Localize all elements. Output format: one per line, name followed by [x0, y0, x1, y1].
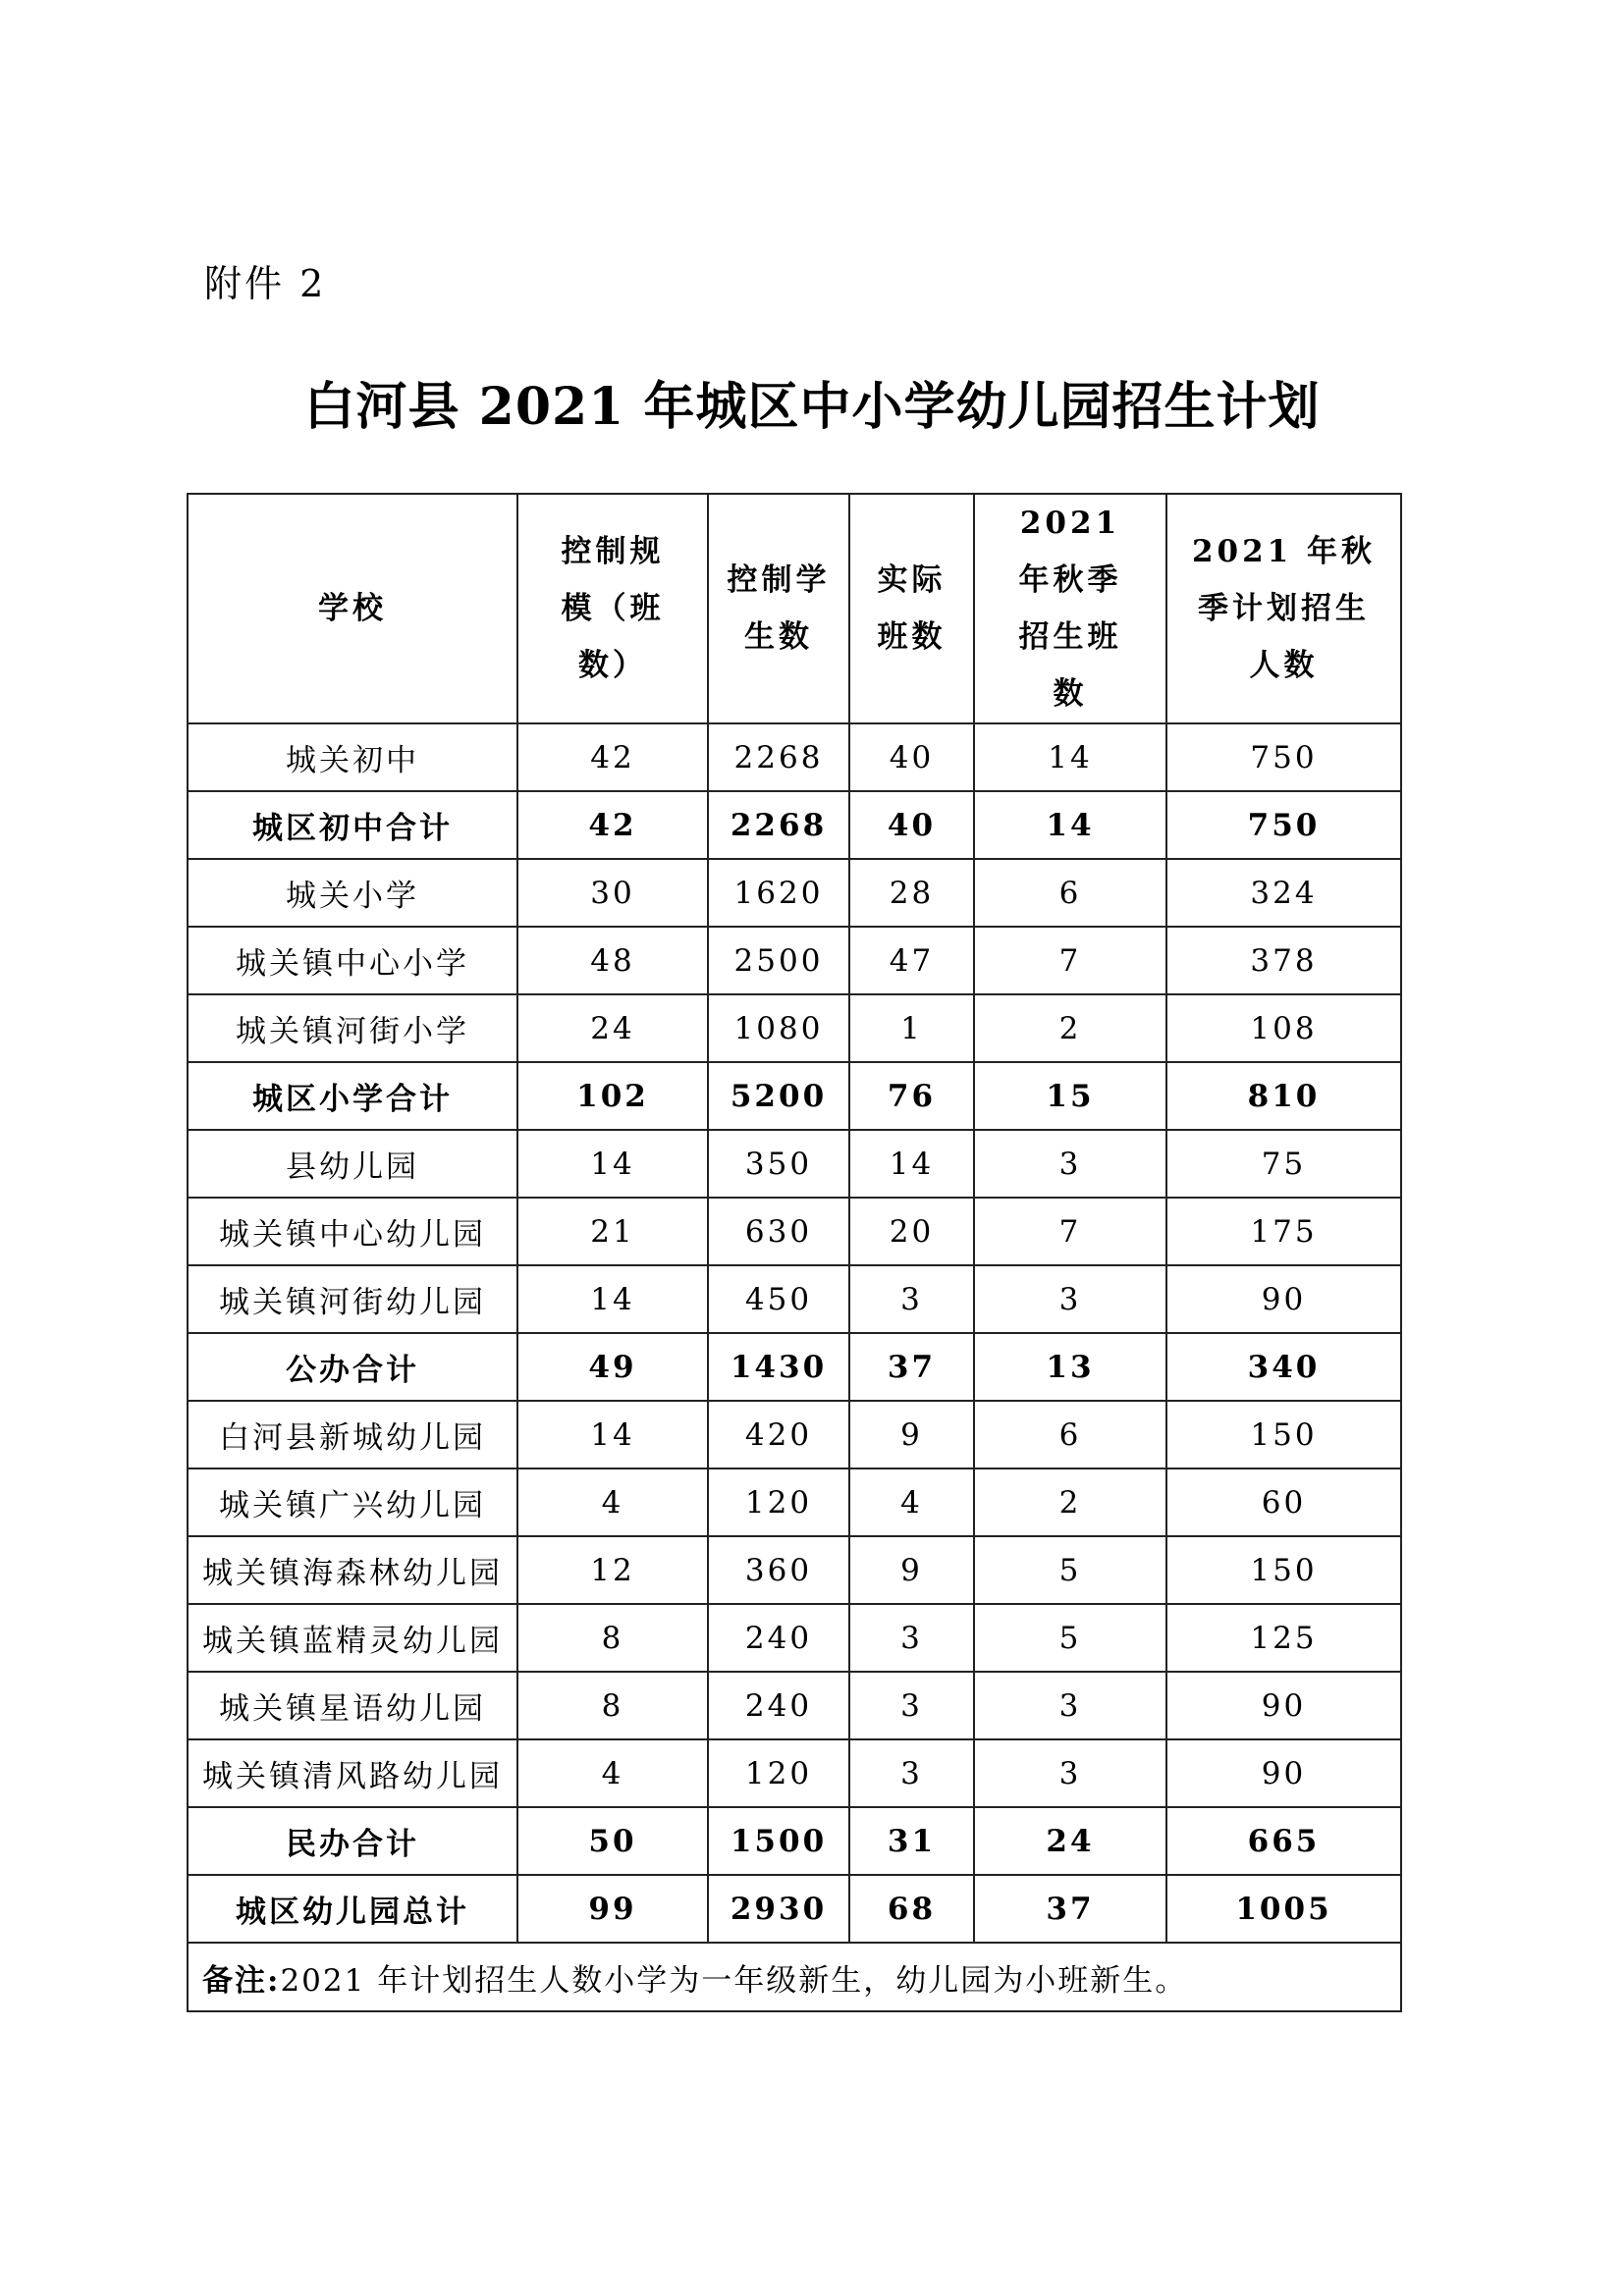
school-cell: 城关镇河街小学 — [188, 994, 517, 1062]
actual-classes-cell: 3 — [849, 1739, 974, 1807]
control-students-cell: 630 — [708, 1198, 849, 1265]
actual-classes-cell: 3 — [849, 1604, 974, 1672]
control-scale-cell: 42 — [517, 723, 708, 791]
control-students-cell: 360 — [708, 1536, 849, 1604]
school-cell: 城关镇清风路幼儿园 — [188, 1739, 517, 1807]
actual-classes-cell: 3 — [849, 1672, 974, 1739]
control-scale-cell: 50 — [517, 1807, 708, 1875]
actual-classes-cell: 28 — [849, 859, 974, 927]
fall-enrollment-cell: 150 — [1166, 1536, 1401, 1604]
control-scale-cell: 49 — [517, 1333, 708, 1401]
control-scale-cell: 24 — [517, 994, 708, 1062]
control-students-cell: 2500 — [708, 927, 849, 994]
fall-classes-cell: 24 — [974, 1807, 1166, 1875]
note-cell — [188, 1943, 1401, 2011]
actual-classes-cell: 40 — [849, 791, 974, 859]
table-subtotal-row — [188, 1333, 1401, 1401]
fall-enrollment-cell: 175 — [1166, 1198, 1401, 1265]
actual-classes-cell: 76 — [849, 1062, 974, 1130]
control-scale-cell: 8 — [517, 1604, 708, 1672]
fall-classes-cell: 7 — [974, 1198, 1166, 1265]
table-header-row — [188, 494, 1401, 723]
control-students-cell: 240 — [708, 1604, 849, 1672]
school-cell: 城关镇蓝精灵幼儿园 — [188, 1604, 517, 1672]
table-row — [188, 1739, 1401, 1807]
school-cell: 公办合计 — [188, 1333, 517, 1401]
table-row — [188, 723, 1401, 791]
fall-enrollment-cell: 378 — [1166, 927, 1401, 994]
table-subtotal-row — [188, 1062, 1401, 1130]
fall-enrollment-cell: 340 — [1166, 1333, 1401, 1401]
school-cell: 白河县新城幼儿园 — [188, 1401, 517, 1468]
actual-classes-cell: 9 — [849, 1536, 974, 1604]
school-cell: 城关镇中心幼儿园 — [188, 1198, 517, 1265]
school-cell: 城关镇星语幼儿园 — [188, 1672, 517, 1739]
actual-classes-cell: 40 — [849, 723, 974, 791]
fall-enrollment-cell: 108 — [1166, 994, 1401, 1062]
fall-classes-cell: 37 — [974, 1875, 1166, 1943]
fall-enrollment-cell: 750 — [1166, 723, 1401, 791]
fall-classes-cell: 3 — [974, 1265, 1166, 1333]
actual-classes-cell: 37 — [849, 1333, 974, 1401]
attachment-label: 附件 2 — [204, 262, 327, 305]
control-scale-cell: 48 — [517, 927, 708, 994]
school-cell: 县幼儿园 — [188, 1130, 517, 1198]
school-cell: 城关镇广兴幼儿园 — [188, 1468, 517, 1536]
school-cell: 城关镇海森林幼儿园 — [188, 1536, 517, 1604]
fall-classes-cell: 7 — [974, 927, 1166, 994]
control-students-cell: 2268 — [708, 723, 849, 791]
actual-classes-cell: 14 — [849, 1130, 974, 1198]
fall-enrollment-cell: 810 — [1166, 1062, 1401, 1130]
school-cell: 城关镇河街幼儿园 — [188, 1265, 517, 1333]
control-students-cell: 1500 — [708, 1807, 849, 1875]
control-students-cell: 1080 — [708, 994, 849, 1062]
enrollment-plan-table — [187, 493, 1402, 2012]
table-subtotal-row — [188, 1875, 1401, 1943]
header-control-scale: 控制规模（班数） — [517, 494, 708, 723]
control-scale-cell: 8 — [517, 1672, 708, 1739]
table-row — [188, 1468, 1401, 1536]
control-students-cell: 5200 — [708, 1062, 849, 1130]
actual-classes-cell: 3 — [849, 1265, 974, 1333]
control-students-cell: 120 — [708, 1468, 849, 1536]
control-students-cell: 240 — [708, 1672, 849, 1739]
fall-enrollment-cell: 90 — [1166, 1265, 1401, 1333]
table-subtotal-row — [188, 791, 1401, 859]
control-students-cell: 1430 — [708, 1333, 849, 1401]
control-scale-cell: 4 — [517, 1468, 708, 1536]
actual-classes-cell: 20 — [849, 1198, 974, 1265]
control-scale-cell: 102 — [517, 1062, 708, 1130]
control-students-cell: 2930 — [708, 1875, 849, 1943]
fall-classes-cell: 5 — [974, 1536, 1166, 1604]
actual-classes-cell: 9 — [849, 1401, 974, 1468]
school-cell: 城关小学 — [188, 859, 517, 927]
table-row — [188, 927, 1401, 994]
header-control-students: 控制学生数 — [708, 494, 849, 723]
header-fall-classes: 2021 年秋季招生班数 — [974, 494, 1166, 723]
control-students-cell: 450 — [708, 1265, 849, 1333]
fall-classes-cell: 14 — [974, 791, 1166, 859]
note-label: 备注: — [202, 1962, 281, 1999]
fall-classes-cell: 13 — [974, 1333, 1166, 1401]
control-scale-cell: 12 — [517, 1536, 708, 1604]
school-cell: 民办合计 — [188, 1807, 517, 1875]
fall-enrollment-cell: 75 — [1166, 1130, 1401, 1198]
fall-enrollment-cell: 324 — [1166, 859, 1401, 927]
table-row — [188, 1401, 1401, 1468]
fall-enrollment-cell: 665 — [1166, 1807, 1401, 1875]
fall-enrollment-cell: 150 — [1166, 1401, 1401, 1468]
table-row — [188, 1536, 1401, 1604]
actual-classes-cell: 1 — [849, 994, 974, 1062]
control-students-cell: 2268 — [708, 791, 849, 859]
header-school: 学校 — [188, 494, 517, 723]
table-subtotal-row — [188, 1807, 1401, 1875]
fall-enrollment-cell: 90 — [1166, 1739, 1401, 1807]
control-students-cell: 1620 — [708, 859, 849, 927]
fall-enrollment-cell: 90 — [1166, 1672, 1401, 1739]
fall-classes-cell: 6 — [974, 1401, 1166, 1468]
header-fall-enrollment: 2021 年秋季计划招生人数 — [1166, 494, 1401, 723]
table-row — [188, 1130, 1401, 1198]
table-row — [188, 994, 1401, 1062]
actual-classes-cell: 68 — [849, 1875, 974, 1943]
actual-classes-cell: 47 — [849, 927, 974, 994]
fall-classes-cell: 5 — [974, 1604, 1166, 1672]
actual-classes-cell: 4 — [849, 1468, 974, 1536]
fall-classes-cell: 6 — [974, 859, 1166, 927]
fall-enrollment-cell: 125 — [1166, 1604, 1401, 1672]
school-cell: 城区幼儿园总计 — [188, 1875, 517, 1943]
fall-enrollment-cell: 60 — [1166, 1468, 1401, 1536]
control-students-cell: 120 — [708, 1739, 849, 1807]
control-scale-cell: 99 — [517, 1875, 708, 1943]
fall-classes-cell: 2 — [974, 994, 1166, 1062]
control-scale-cell: 21 — [517, 1198, 708, 1265]
control-scale-cell: 42 — [517, 791, 708, 859]
control-scale-cell: 30 — [517, 859, 708, 927]
table-row — [188, 1265, 1401, 1333]
fall-enrollment-cell: 750 — [1166, 791, 1401, 859]
control-scale-cell: 14 — [517, 1265, 708, 1333]
school-cell: 城关镇中心小学 — [188, 927, 517, 994]
table-row — [188, 859, 1401, 927]
control-students-cell: 420 — [708, 1401, 849, 1468]
document-title: 白河县 2021 年城区中小学幼儿园招生计划 — [303, 377, 1321, 437]
table-row — [188, 1672, 1401, 1739]
actual-classes-cell: 31 — [849, 1807, 974, 1875]
header-actual-classes: 实际班数 — [849, 494, 974, 723]
table-row — [188, 1198, 1401, 1265]
note-row — [188, 1943, 1401, 2011]
table-row — [188, 1604, 1401, 1672]
school-cell: 城区小学合计 — [188, 1062, 517, 1130]
control-scale-cell: 4 — [517, 1739, 708, 1807]
fall-enrollment-cell: 1005 — [1166, 1875, 1401, 1943]
school-cell: 城区初中合计 — [188, 791, 517, 859]
fall-classes-cell: 3 — [974, 1130, 1166, 1198]
fall-classes-cell: 3 — [974, 1672, 1166, 1739]
control-scale-cell: 14 — [517, 1401, 708, 1468]
control-scale-cell: 14 — [517, 1130, 708, 1198]
fall-classes-cell: 3 — [974, 1739, 1166, 1807]
note-text: 2021 年计划招生人数小学为一年级新生，幼儿园为小班新生。 — [280, 1962, 1188, 1999]
fall-classes-cell: 2 — [974, 1468, 1166, 1536]
fall-classes-cell: 15 — [974, 1062, 1166, 1130]
school-cell: 城关初中 — [188, 723, 517, 791]
control-students-cell: 350 — [708, 1130, 849, 1198]
fall-classes-cell: 14 — [974, 723, 1166, 791]
